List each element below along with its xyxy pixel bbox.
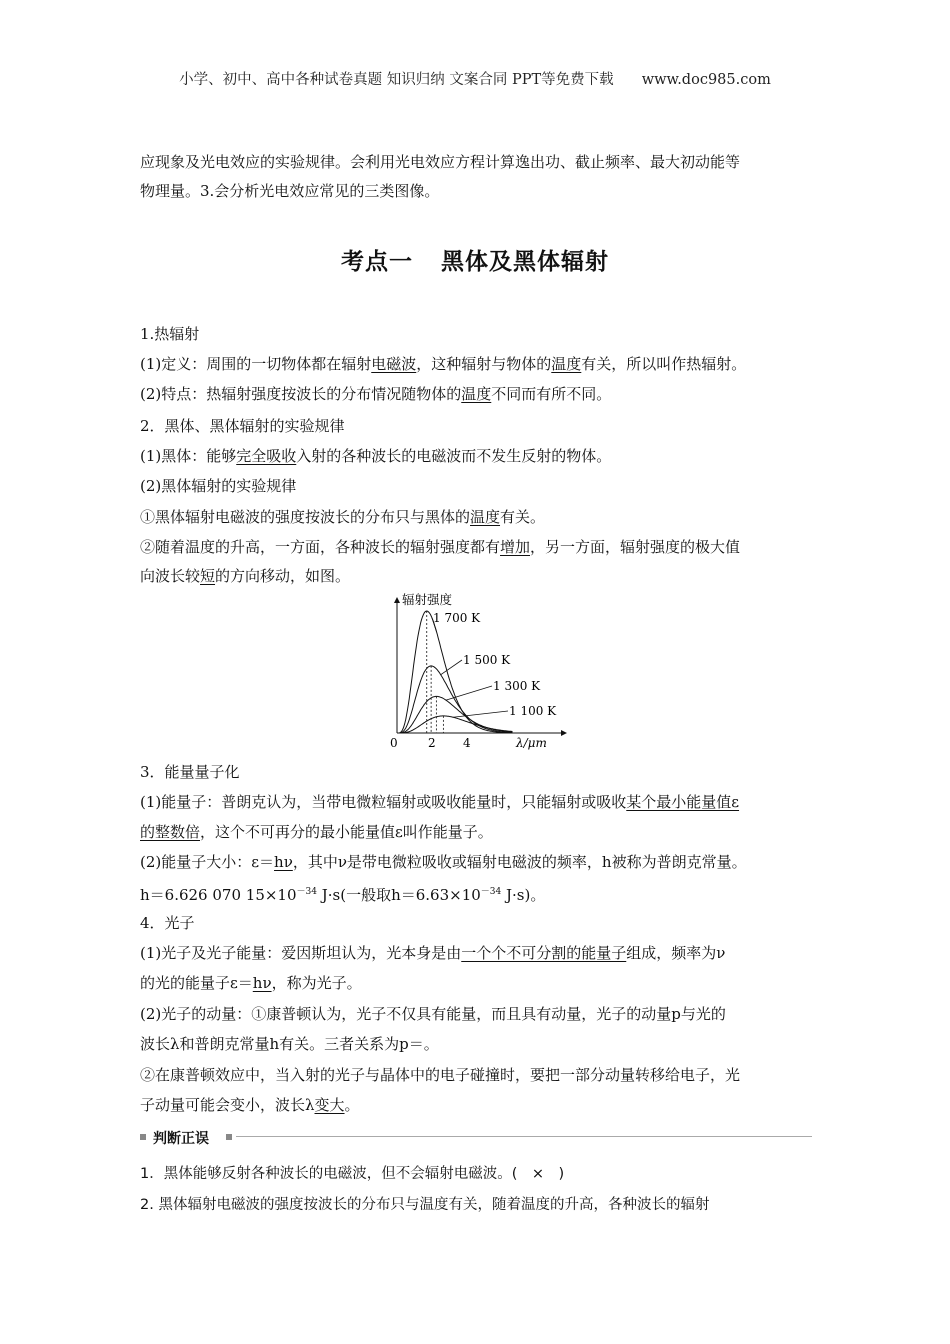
answer-blank: 增加 bbox=[500, 538, 531, 556]
label-leader-line bbox=[453, 711, 508, 717]
s1-definition: (1)定义：周围的一切物体都在辐射电磁波，这种辐射与物体的温度有关，所以叫作热辐射。 bbox=[140, 355, 747, 373]
answer-blank: 电磁波 bbox=[371, 355, 417, 373]
section-title bbox=[0, 243, 950, 276]
x-axis-label: λ/μm bbox=[516, 736, 547, 750]
blackbody-radiation-chart bbox=[380, 590, 570, 752]
answer-blank: 温度 bbox=[551, 355, 582, 373]
s2-law-heading: (2)黑体辐射的实验规律 bbox=[140, 477, 297, 495]
judge-section-bar bbox=[140, 1128, 812, 1146]
page-header bbox=[0, 68, 950, 89]
answer-blank: 完全吸收 bbox=[236, 447, 297, 465]
s2-blackbody: (1)黑体：能够完全吸收入射的各种波长的电磁波而不发生反射的物体。 bbox=[140, 447, 612, 465]
section-title-text: 黑体及黑体辐射 bbox=[441, 249, 609, 275]
y-axis-label: 辐射强度 bbox=[402, 592, 453, 607]
answer-blank: 变大 bbox=[314, 1096, 345, 1114]
judge-square-icon bbox=[226, 1134, 232, 1140]
s4-momentum-1: (2)光子的动量：①康普顿认为，光子不仅具有能量，而且具有动量，光子的动量p与光的 bbox=[140, 1005, 726, 1023]
x-tick-label: 4 bbox=[463, 736, 471, 750]
s2-heading: 2．黑体、黑体辐射的实验规律 bbox=[140, 417, 345, 435]
s1-feature: (2)特点：热辐射强度按波长的分布情况随物体的温度不同而有所不同。 bbox=[140, 385, 612, 403]
s4-compton-2: 子动量可能会变小，波长λ变大。 bbox=[140, 1096, 360, 1114]
judge-square-icon bbox=[140, 1134, 146, 1140]
curve-1700K bbox=[400, 611, 513, 733]
judge-label: 判断正误 bbox=[153, 1131, 209, 1147]
label-leader-line bbox=[446, 686, 492, 700]
s4-photon-2: 的光的能量子ε＝hν，称为光子。 bbox=[140, 974, 362, 992]
label-leader-line bbox=[441, 660, 462, 675]
series-label: 1 700 K bbox=[433, 611, 481, 625]
answer-blank: 的整数倍 bbox=[140, 823, 201, 841]
x-tick-label: 0 bbox=[390, 736, 398, 750]
answer-blank: 某个最小能量值ε bbox=[626, 793, 740, 811]
s2-law-3: 向波长较短的方向移动，如图。 bbox=[140, 567, 351, 585]
answer-blank: 短 bbox=[200, 567, 216, 585]
series-label: 1 300 K bbox=[493, 679, 541, 693]
header-site[interactable]: www.doc985.com bbox=[641, 72, 771, 88]
series-label: 1 500 K bbox=[463, 653, 511, 667]
intro-line-2: 物理量。3.会分析光电效应常见的三类图像。 bbox=[140, 182, 440, 200]
s3-quantum-2: 的整数倍，这个不可再分的最小能量值ε叫作能量子。 bbox=[140, 823, 493, 841]
s4-heading: 4．光子 bbox=[140, 914, 195, 932]
s2-law-2: ②随着温度的升高，一方面，各种波长的辐射强度都有增加，另一方面，辐射强度的极大值 bbox=[140, 538, 741, 556]
s2-law-1: ①黑体辐射电磁波的强度按波长的分布只与黑体的温度有关。 bbox=[140, 508, 546, 526]
s1-heading: 1.热辐射 bbox=[140, 325, 200, 343]
s3-size: (2)能量子大小：ε＝hν，其中ν是带电微粒吸收或辐射电磁波的频率，h被称为普朗克常量。 bbox=[140, 853, 747, 871]
section-title-number: 考点一 bbox=[341, 249, 413, 275]
s4-compton-1: ②在康普顿效应中，当入射的光子与晶体中的电子碰撞时，要把一部分动量转移给电子，光 bbox=[140, 1066, 741, 1084]
header-text: 小学、初中、高中各种试卷真题 知识归纳 文案合同 PPT等免费下载 bbox=[179, 72, 614, 88]
judge-item-2: 2. 黑体辐射电磁波的强度按波长的分布只与温度有关，随着温度的升高，各种波长的辐射 bbox=[140, 1197, 710, 1213]
x-tick-label: 2 bbox=[428, 736, 436, 750]
answer-blank: hν bbox=[274, 853, 293, 871]
judge-divider bbox=[236, 1136, 812, 1137]
s3-quantum-1: (1)能量子：普朗克认为，当带电微粒辐射或吸收能量时，只能辐射或吸收某个最小能量值ε bbox=[140, 793, 740, 811]
s4-momentum-2: 波长λ和普朗克常量h有关。三者关系为p＝。 bbox=[140, 1035, 439, 1053]
s3-planck-constant: h＝6.626 070 $15\times 10^{-34}$ J·s(一般取$h=6.63\times 10^{-34}$ J·s)。 bbox=[140, 886, 546, 904]
intro-line-1: 应现象及光电效应的实验规律。会利用光电效应方程计算逸出功、截止频率、最大初动能等 bbox=[140, 153, 741, 171]
answer-blank: hν bbox=[252, 974, 272, 992]
answer-blank: 一个个不可分割的能量子 bbox=[461, 944, 627, 962]
answer-blank: 温度 bbox=[461, 385, 492, 403]
answer-blank: 温度 bbox=[470, 508, 501, 526]
s3-heading: 3．能量量子化 bbox=[140, 763, 240, 781]
s4-photon-1: (1)光子及光子能量：爱因斯坦认为，光本身是由一个个不可分割的能量子组成，频率为ν bbox=[140, 944, 726, 962]
series-label: 1 100 K bbox=[509, 704, 557, 718]
judge-item-1: 1．黑体能够反射各种波长的电磁波，但不会辐射电磁波。( × ) bbox=[140, 1166, 565, 1182]
